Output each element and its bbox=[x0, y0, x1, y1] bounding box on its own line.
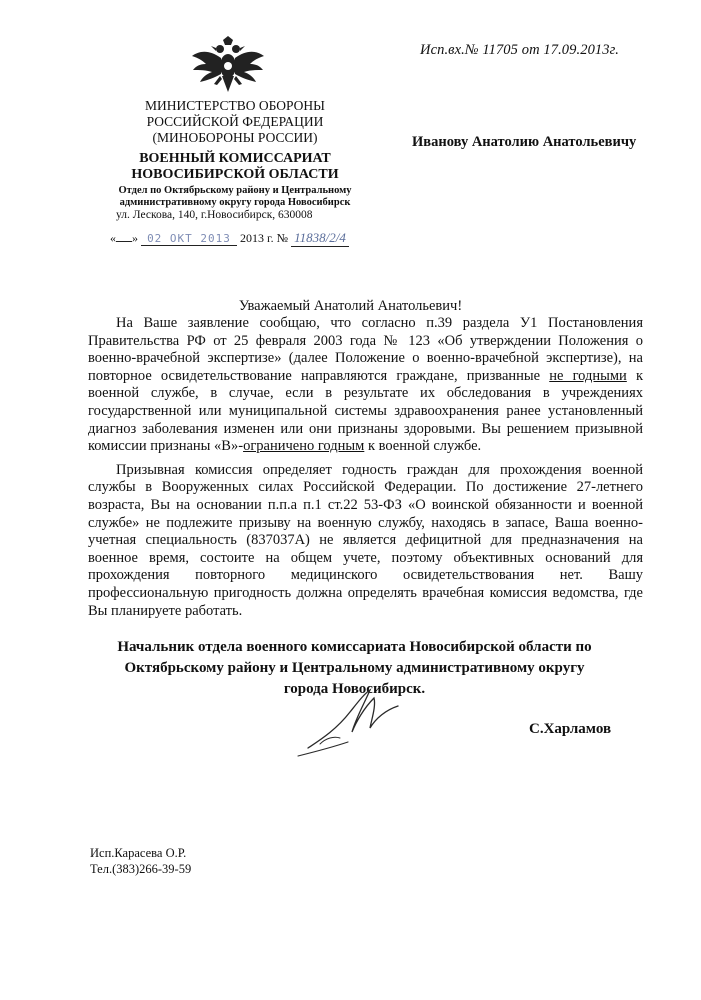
eagle-emblem-icon bbox=[190, 36, 266, 96]
body-paragraph-2 bbox=[88, 462, 643, 620]
date-open-quote: « bbox=[110, 231, 116, 245]
signer-title-line: Октябрьскому району и Центральному административному округу bbox=[124, 660, 585, 676]
recipient-name: Иванову Анатолию Анатольевичу bbox=[412, 134, 637, 150]
commissariat-line: ВОЕННЫЙ КОМИССАРИАТ bbox=[139, 151, 331, 166]
department-line: Отдел по Октябрьскому району и Центральному bbox=[118, 185, 352, 196]
executor-phone: Тел.(383)266-39-59 bbox=[90, 862, 192, 876]
commissariat-line: НОВОСИБИРСКОЙ ОБЛАСТИ bbox=[131, 167, 339, 182]
underlined-limited-fit: ограничено годным bbox=[243, 438, 365, 455]
date-year-label: 2013 г. № bbox=[240, 231, 289, 245]
executor-name: Исп.Карасева О.Р. bbox=[90, 846, 187, 860]
date-day-field bbox=[116, 241, 132, 242]
commissariat-name bbox=[90, 151, 380, 183]
date-stamp: 02 ОКТ 2013 bbox=[141, 232, 237, 246]
signer-name: С.Харламов bbox=[529, 721, 612, 737]
greeting: Уважаемый Анатолий Анатольевич! bbox=[238, 298, 463, 314]
date-close-quote: » bbox=[132, 231, 138, 245]
ministry-line: (МИНОБОРОНЫ РОССИИ) bbox=[152, 130, 318, 145]
sender-address: ул. Лескова, 140, г.Новосибирск, 630008 bbox=[116, 209, 313, 221]
letter-body bbox=[88, 315, 643, 620]
signer-title-line: города Новосибирск. bbox=[283, 681, 426, 697]
incoming-registration-number: Исп.вх.№ 11705 от 17.09.2013г. bbox=[420, 42, 619, 58]
ministry-header bbox=[90, 98, 380, 146]
paragraph-1-part-c: к военной службе. bbox=[364, 438, 482, 455]
executor-info bbox=[90, 845, 191, 877]
ministry-line: МИНИСТЕРСТВО ОБОРОНЫ bbox=[145, 98, 325, 113]
body-paragraph-1 bbox=[88, 315, 643, 456]
paragraph-1-part-b: к военной службе, в случае, если в результате их обследования в учреждениях государственной или муниципальной системы здравоохранения ранее установленный диагноз заболевания изменен или они признаны здоровыми. Вы решением призывной комиссии признаны «В»- bbox=[88, 367, 644, 455]
paragraph-2-text: Призывная комиссия определяет годность граждан для прохождения военной службы в Вооруженных силах Российской Федерации. По достижение 27-летнего возраста, Вы на основании п.п.а п.1 ст.22 53-ФЗ «О воинской обязанности и военной службе» не подлежите призыву на военную службу, находясь в запасе, Ваша военно-учетная специальность (837037А) не является дефицитной для предназначения на военное время, состоите на общем учете, поэтому объективных оснований для прохождения повторного медицинского освидетельствования нет. Вашу профессиональную пригодность должна определять врачебная комиссия ведомства, где Вы планируете работать. bbox=[88, 461, 643, 619]
department-name bbox=[90, 185, 380, 209]
outgoing-date-line bbox=[110, 230, 370, 247]
ministry-line: РОССИЙСКОЙ ФЕДЕРАЦИИ bbox=[146, 114, 324, 129]
department-line: административному округу города Новосибирск bbox=[119, 197, 351, 208]
signer-title-line: Начальник отдела военного комиссариата Новосибирской области по bbox=[117, 639, 592, 655]
paragraph-1-part-a: На Ваше заявление сообщаю, что согласно п.39 раздела У1 Постановления Правительства РФ от 25 февраля 2003 года № 123 «Об утверждении Положения о военно-врачебной экспертизе» (далее Положение о военно-врачебной экспертизе), на повторное освидетельствование направляются граждане, призванные bbox=[88, 315, 643, 384]
outgoing-number-handwritten: 11838/2/4 bbox=[291, 230, 349, 247]
underlined-not-fit: не годными bbox=[549, 367, 627, 384]
handwritten-signature bbox=[290, 682, 410, 762]
